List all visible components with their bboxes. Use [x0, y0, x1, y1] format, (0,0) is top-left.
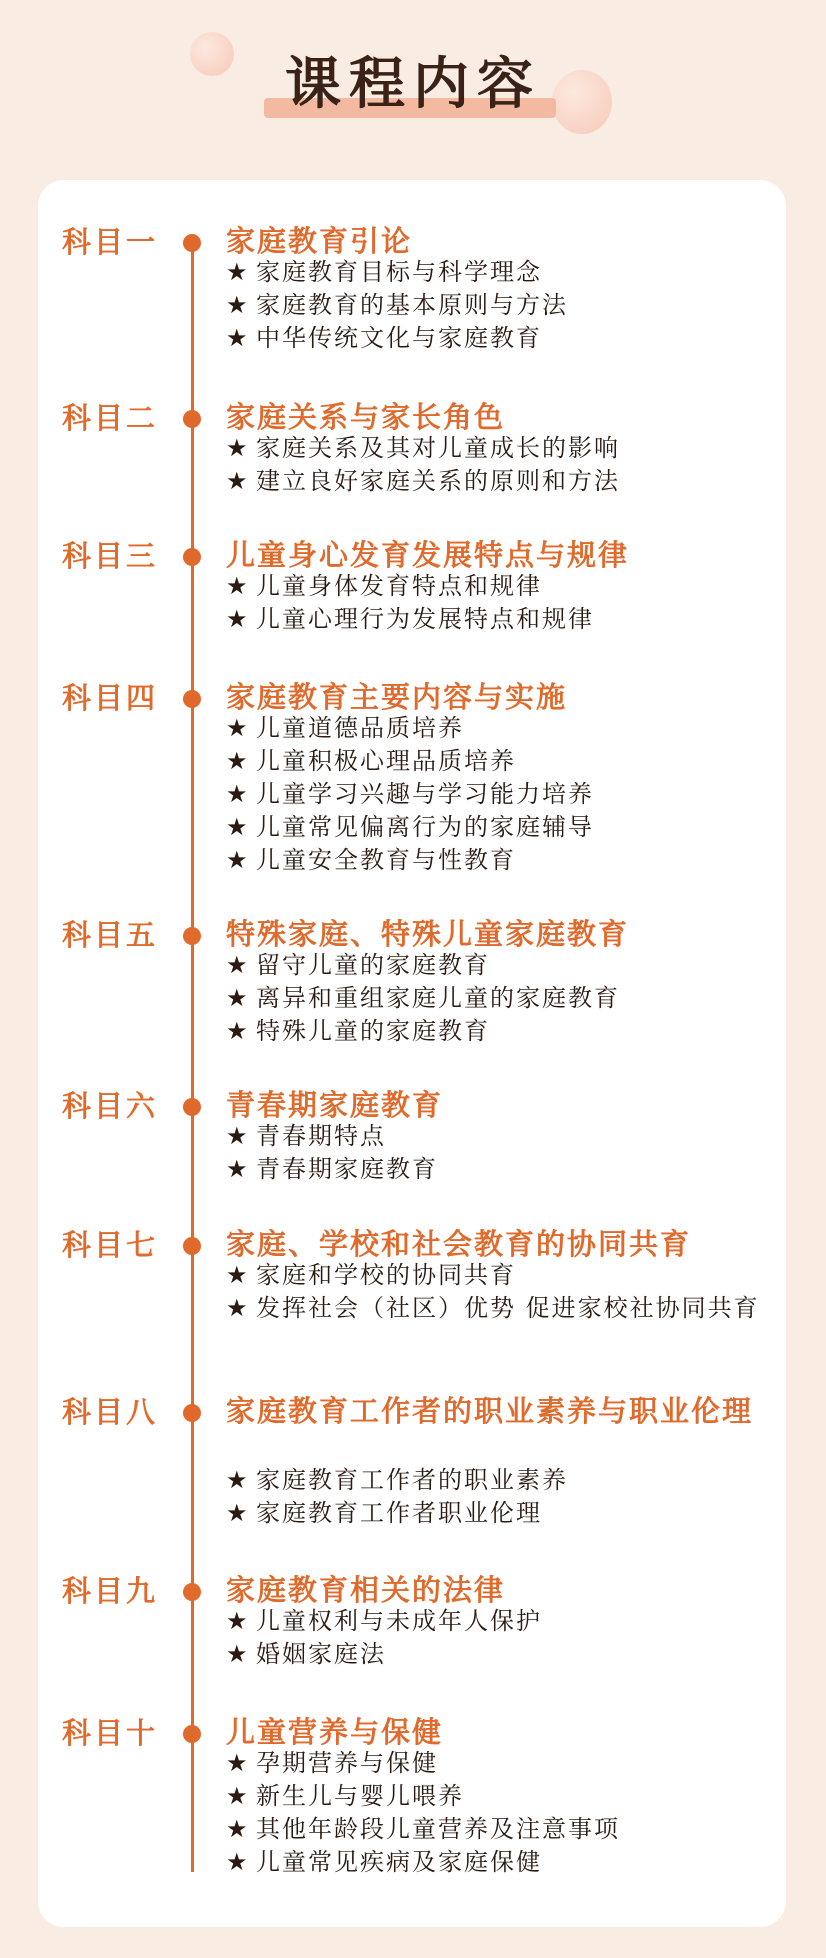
- topic-text: 家庭教育工作者职业伦理: [256, 1499, 542, 1527]
- subject-label: 科目三: [62, 539, 159, 573]
- topic-text: 家庭教育工作者的职业素养: [256, 1466, 568, 1494]
- topic-item: [226, 1120, 771, 1153]
- star-icon: ★: [226, 1466, 250, 1494]
- star-icon: ★: [226, 780, 250, 808]
- star-icon: ★: [226, 572, 250, 600]
- topic-item: [226, 1153, 771, 1186]
- topic-item: [226, 1780, 771, 1813]
- topic-item: [226, 778, 771, 811]
- subject-label: 科目七: [62, 1228, 159, 1262]
- section-title: 家庭、学校和社会教育的协同共育: [226, 1227, 692, 1261]
- topic-item: [226, 745, 771, 778]
- topic-text: 家庭关系及其对儿童成长的影响: [256, 434, 620, 462]
- star-icon: ★: [226, 467, 250, 495]
- section-title: 特殊家庭、特殊儿童家庭教育: [226, 917, 630, 951]
- topic-item: [226, 949, 771, 982]
- topic-text: 青春期家庭教育: [256, 1155, 438, 1183]
- topic-item: [226, 1605, 771, 1638]
- star-icon: ★: [226, 1782, 250, 1810]
- topic-item: [226, 712, 771, 745]
- topic-item: [226, 1464, 771, 1497]
- topic-list: [226, 1747, 771, 1879]
- star-icon: ★: [226, 1640, 250, 1668]
- timeline-dot: [183, 1404, 201, 1422]
- subject-label: 科目九: [62, 1574, 159, 1608]
- topic-text: 儿童常见偏离行为的家庭辅导: [256, 813, 594, 841]
- topic-item: [226, 811, 771, 844]
- topic-item: [226, 322, 771, 355]
- section-title: 家庭教育主要内容与实施: [226, 680, 568, 714]
- timeline-dot: [183, 927, 201, 945]
- topic-list: [226, 949, 771, 1048]
- topic-text: 中华传统文化与家庭教育: [256, 324, 542, 352]
- topic-item: [226, 432, 771, 465]
- section-title: 儿童身心发育发展特点与规律: [226, 538, 630, 572]
- star-icon: ★: [226, 951, 250, 979]
- timeline-dot: [183, 690, 201, 708]
- topic-text: 儿童权利与未成年人保护: [256, 1607, 542, 1635]
- star-icon: ★: [226, 846, 250, 874]
- section-title: 家庭关系与家长角色: [226, 400, 506, 434]
- topic-list: [226, 712, 771, 877]
- timeline-dot: [183, 548, 201, 566]
- topic-text: 离异和重组家庭儿童的家庭教育: [256, 984, 620, 1012]
- timeline-dot: [183, 1725, 201, 1743]
- star-icon: ★: [226, 434, 250, 462]
- star-icon: ★: [226, 1017, 250, 1045]
- star-icon: ★: [226, 258, 250, 286]
- timeline-dot: [183, 234, 201, 252]
- subject-label: 科目六: [62, 1089, 159, 1123]
- topic-text: 儿童安全教育与性教育: [256, 846, 516, 874]
- subject-label: 科目四: [62, 681, 159, 715]
- page-title: 课程内容: [285, 52, 541, 117]
- timeline-line: [191, 242, 194, 1872]
- star-icon: ★: [226, 1122, 250, 1150]
- topic-item: [226, 1497, 771, 1530]
- section-title: 家庭教育引论: [226, 224, 413, 258]
- topic-item: [226, 1292, 771, 1325]
- section-title: 家庭教育相关的法律: [226, 1573, 506, 1607]
- star-icon: ★: [226, 1155, 250, 1183]
- star-icon: ★: [226, 984, 250, 1012]
- topic-list: [226, 1120, 771, 1186]
- topic-item: [226, 570, 771, 603]
- section-title: 儿童营养与保健: [226, 1715, 444, 1749]
- topic-item: [226, 1259, 771, 1292]
- star-icon: ★: [226, 1749, 250, 1777]
- subject-label: 科目五: [62, 918, 159, 952]
- topic-text: 孕期营养与保健: [256, 1749, 438, 1777]
- topic-text: 儿童学习兴趣与学习能力培养: [256, 780, 594, 808]
- topic-item: [226, 1747, 771, 1780]
- topic-text: 建立良好家庭关系的原则和方法: [256, 467, 620, 495]
- topic-text: 儿童道德品质培养: [256, 714, 464, 742]
- subject-label: 科目二: [62, 401, 159, 435]
- topic-text: 婚姻家庭法: [256, 1640, 386, 1668]
- star-icon: ★: [226, 1848, 250, 1876]
- timeline-dot: [183, 410, 201, 428]
- topic-text: 家庭教育的基本原则与方法: [256, 291, 568, 319]
- star-icon: ★: [226, 747, 250, 775]
- topic-item: [226, 1813, 771, 1846]
- topic-item: [226, 1638, 771, 1671]
- topic-text: 其他年龄段儿童营养及注意事项: [256, 1815, 620, 1843]
- topic-list: [226, 256, 771, 355]
- topic-text: 儿童常见疾病及家庭保健: [256, 1848, 542, 1876]
- topic-text: 特殊儿童的家庭教育: [256, 1017, 490, 1045]
- topic-item: [226, 1846, 771, 1879]
- topic-item: [226, 289, 771, 322]
- topic-list: [226, 1259, 771, 1325]
- star-icon: ★: [226, 291, 250, 319]
- star-icon: ★: [226, 1294, 250, 1322]
- subject-label: 科目一: [62, 225, 159, 259]
- section-title: 青春期家庭教育: [226, 1088, 444, 1122]
- star-icon: ★: [226, 1499, 250, 1527]
- topic-list: [226, 1605, 771, 1671]
- topic-text: 新生儿与婴儿喂养: [256, 1782, 464, 1810]
- topic-item: [226, 982, 771, 1015]
- topic-text: 留守儿童的家庭教育: [256, 951, 490, 979]
- topic-text: 儿童积极心理品质培养: [256, 747, 516, 775]
- topic-text: 儿童心理行为发展特点和规律: [256, 605, 594, 633]
- topic-text: 家庭教育目标与科学理念: [256, 258, 542, 286]
- topic-text: 青春期特点: [256, 1122, 386, 1150]
- star-icon: ★: [226, 1261, 250, 1289]
- topic-item: [226, 603, 771, 636]
- star-icon: ★: [226, 714, 250, 742]
- topic-item: [226, 844, 771, 877]
- timeline-dot: [183, 1098, 201, 1116]
- star-icon: ★: [226, 605, 250, 633]
- topic-item: [226, 1015, 771, 1048]
- subject-label: 科目十: [62, 1716, 159, 1750]
- star-icon: ★: [226, 813, 250, 841]
- star-icon: ★: [226, 1607, 250, 1635]
- topic-list: [226, 1464, 771, 1530]
- topic-text: 儿童身体发育特点和规律: [256, 572, 542, 600]
- topic-item: [226, 256, 771, 289]
- topic-list: [226, 570, 771, 636]
- section-title: 家庭教育工作者的职业素养与职业伦理: [226, 1394, 754, 1428]
- topic-text: 家庭和学校的协同共育: [256, 1261, 516, 1289]
- topic-text: 发挥社会（社区）优势 促进家校社协同共育: [256, 1294, 760, 1322]
- star-icon: ★: [226, 1815, 250, 1843]
- subject-label: 科目八: [62, 1395, 159, 1429]
- topic-item: [226, 465, 771, 498]
- topic-list: [226, 432, 771, 498]
- timeline-dot: [183, 1237, 201, 1255]
- star-icon: ★: [226, 324, 250, 352]
- timeline-dot: [183, 1583, 201, 1601]
